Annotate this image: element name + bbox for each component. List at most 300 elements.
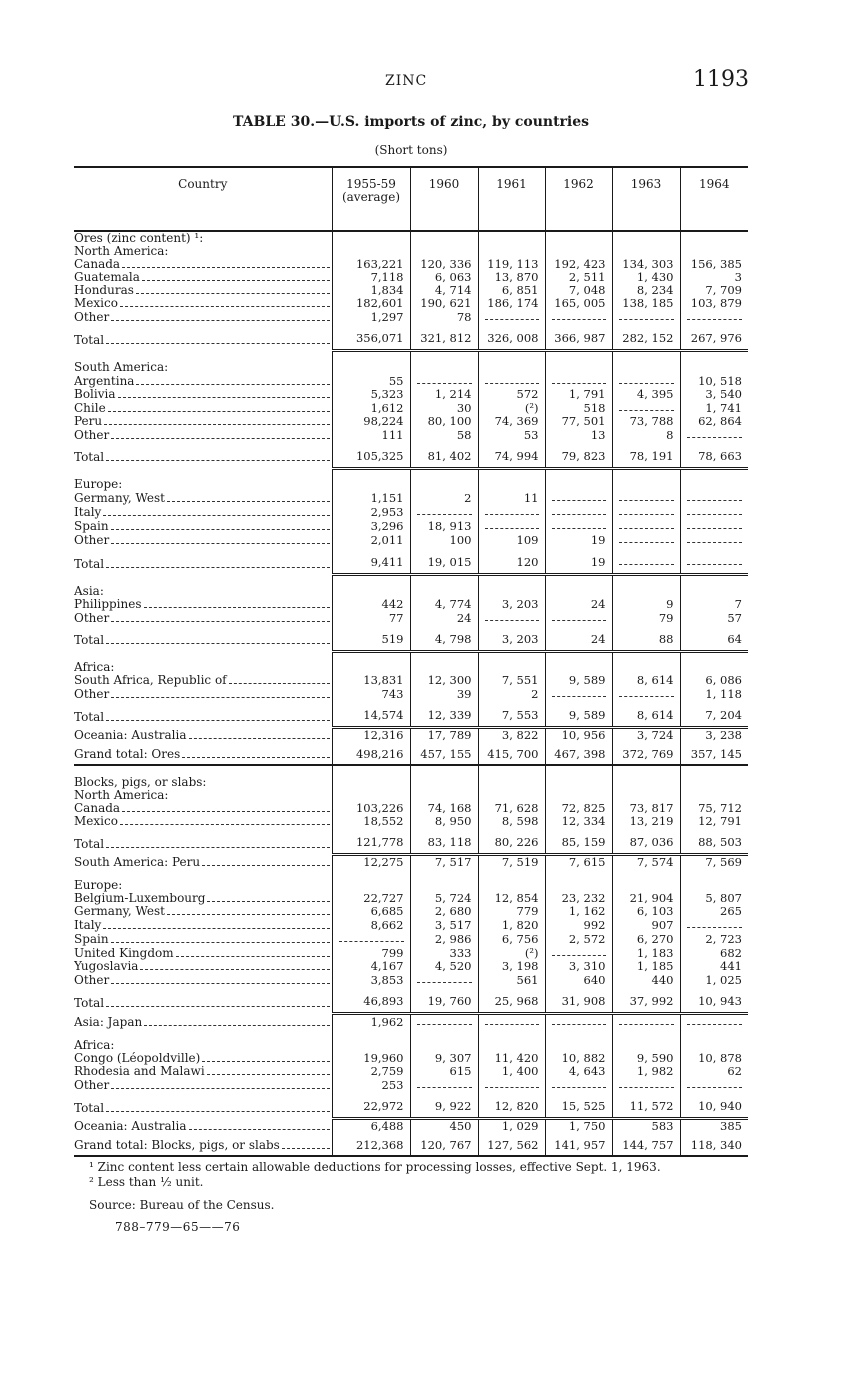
dash-placeholder bbox=[687, 1015, 743, 1025]
dot-leader bbox=[106, 1111, 329, 1112]
cell-value: 321, 812 bbox=[420, 331, 472, 345]
cell-value: 372, 769 bbox=[622, 747, 674, 761]
cell-value: 907 bbox=[651, 918, 674, 932]
row-label-text: Total bbox=[74, 633, 105, 647]
dash-placeholder bbox=[485, 374, 539, 384]
table-cell bbox=[410, 468, 478, 491]
cell-value: 24 bbox=[590, 631, 606, 646]
cell-value: 138, 185 bbox=[622, 296, 674, 310]
row-label-text: Canada bbox=[74, 802, 121, 815]
cell-value: 2,759 bbox=[370, 1064, 404, 1078]
table-cell bbox=[332, 828, 410, 855]
table-cell bbox=[680, 651, 748, 674]
cell-value: 9,411 bbox=[370, 555, 404, 569]
cell-value: 6,488 bbox=[370, 1119, 404, 1133]
table-body bbox=[74, 231, 748, 1156]
dash-placeholder bbox=[619, 687, 674, 697]
cell-value: 9, 307 bbox=[434, 1051, 472, 1065]
cell-value: 1, 183 bbox=[636, 946, 674, 960]
table-grand-total-row bbox=[74, 742, 748, 765]
cell-value: 19,960 bbox=[363, 1051, 404, 1065]
table-row bbox=[74, 428, 748, 442]
cell-value: 163,221 bbox=[355, 257, 404, 271]
cell-value: 15, 525 bbox=[561, 1099, 606, 1113]
row-label-text: Rhodesia and Malawi bbox=[74, 1065, 205, 1078]
row-label-text: Other bbox=[74, 533, 110, 547]
table-cell bbox=[612, 855, 680, 870]
table-cell bbox=[478, 1014, 545, 1030]
table-cell bbox=[332, 611, 410, 625]
table-cell bbox=[680, 815, 748, 828]
table-cell bbox=[680, 519, 748, 533]
table-cell bbox=[680, 1119, 748, 1134]
row-label bbox=[74, 728, 332, 743]
dash-placeholder bbox=[339, 932, 404, 942]
table-cell bbox=[410, 946, 478, 960]
table-cell bbox=[545, 855, 612, 870]
cell-value: 120, 767 bbox=[420, 1138, 472, 1152]
table-cell bbox=[478, 987, 545, 1014]
dot-leader bbox=[140, 969, 329, 970]
table-cell bbox=[545, 701, 612, 728]
table-cell bbox=[410, 547, 478, 575]
table-cell bbox=[478, 815, 545, 828]
table-cell bbox=[545, 533, 612, 547]
table-cell bbox=[478, 973, 545, 987]
cell-value: 4, 395 bbox=[636, 386, 674, 401]
table-cell bbox=[545, 1029, 612, 1052]
row-label bbox=[74, 765, 332, 789]
table-cell bbox=[680, 1078, 748, 1092]
table-cell bbox=[680, 442, 748, 469]
row-label bbox=[74, 802, 332, 815]
cell-value: 3, 203 bbox=[501, 631, 539, 646]
table-cell bbox=[612, 374, 680, 388]
table-cell bbox=[545, 1092, 612, 1119]
table-total-row bbox=[74, 987, 748, 1014]
table-cell bbox=[332, 742, 410, 765]
row-label-text: Bolivia bbox=[74, 387, 116, 401]
cell-value: 1, 400 bbox=[501, 1064, 539, 1078]
row-label bbox=[74, 1092, 332, 1119]
cell-value: 13,831 bbox=[363, 673, 404, 687]
table-cell bbox=[612, 742, 680, 765]
cell-value: 1, 741 bbox=[705, 400, 742, 415]
table-cell bbox=[478, 297, 545, 310]
row-label-text: South Africa, Republic of bbox=[74, 674, 227, 687]
row-label-text: Europe: bbox=[74, 878, 123, 892]
table-cell bbox=[680, 960, 748, 973]
cell-value: 2, 511 bbox=[568, 270, 606, 284]
running-title: ZINC bbox=[385, 73, 428, 89]
cell-value: 118, 340 bbox=[690, 1138, 742, 1152]
cell-value: 8, 614 bbox=[636, 673, 674, 687]
row-label bbox=[74, 284, 332, 297]
cell-value: 12, 300 bbox=[427, 673, 472, 687]
table-cell bbox=[612, 428, 680, 442]
dot-leader bbox=[202, 865, 329, 866]
table-cell bbox=[545, 869, 612, 892]
table-cell bbox=[478, 1092, 545, 1119]
cell-value: 46,893 bbox=[363, 994, 404, 1008]
cell-value: 5, 724 bbox=[434, 891, 472, 905]
cell-value: 10, 940 bbox=[698, 1099, 742, 1113]
cell-value: 1,612 bbox=[370, 400, 404, 415]
dash-placeholder bbox=[619, 519, 674, 529]
cell-value: 2, 986 bbox=[434, 932, 472, 946]
table-row bbox=[74, 297, 748, 310]
cell-value: 19 bbox=[590, 533, 606, 547]
row-label bbox=[74, 905, 332, 918]
cell-value: 442 bbox=[381, 596, 404, 611]
cell-value: 73, 817 bbox=[629, 801, 674, 815]
row-label-text: Mexico bbox=[74, 815, 118, 828]
cell-value: 7, 553 bbox=[501, 708, 539, 722]
cell-value: 127, 562 bbox=[487, 1138, 539, 1152]
table-cell bbox=[478, 442, 545, 469]
table-cell bbox=[478, 401, 545, 415]
table-cell bbox=[332, 324, 410, 351]
table-cell bbox=[545, 960, 612, 973]
table-cell bbox=[410, 674, 478, 687]
row-label-text: Grand total: Ores bbox=[74, 747, 181, 761]
table-row bbox=[74, 1119, 748, 1134]
table-cell bbox=[478, 765, 545, 789]
cell-value: 1, 162 bbox=[568, 904, 606, 918]
dash-placeholder bbox=[619, 401, 674, 411]
cell-value: 4, 520 bbox=[434, 959, 472, 973]
table-cell bbox=[680, 547, 748, 575]
dash-placeholder bbox=[687, 918, 743, 928]
table-cell bbox=[545, 598, 612, 611]
page-number: 1193 bbox=[693, 67, 749, 92]
cell-value: 4, 643 bbox=[568, 1064, 606, 1078]
table-cell bbox=[612, 987, 680, 1014]
dot-leader bbox=[111, 438, 329, 439]
table-cell bbox=[612, 946, 680, 960]
table-cell bbox=[680, 468, 748, 491]
table-cell bbox=[332, 728, 410, 743]
cell-value: 11, 420 bbox=[494, 1051, 539, 1065]
dash-placeholder bbox=[687, 505, 743, 515]
table-cell bbox=[680, 918, 748, 932]
dot-leader bbox=[111, 320, 329, 321]
table-cell bbox=[545, 442, 612, 469]
table-cell bbox=[410, 324, 478, 351]
table-cell bbox=[332, 401, 410, 415]
row-label-text: Argentina bbox=[74, 373, 135, 388]
cell-value: 4, 774 bbox=[434, 596, 472, 611]
cell-value: 265 bbox=[720, 904, 742, 918]
table-total-row bbox=[74, 442, 748, 469]
table-cell bbox=[478, 1133, 545, 1156]
table-cell bbox=[545, 1078, 612, 1092]
table-cell bbox=[680, 505, 748, 519]
row-label-text: Total bbox=[74, 836, 105, 851]
table-cell bbox=[680, 374, 748, 388]
table-cell bbox=[680, 869, 748, 892]
dash-placeholder bbox=[485, 519, 539, 529]
table-cell bbox=[478, 388, 545, 401]
table-cell bbox=[478, 374, 545, 388]
cell-value: 81, 402 bbox=[427, 448, 472, 463]
table-cell bbox=[612, 815, 680, 828]
table-cell bbox=[545, 611, 612, 625]
table-cell bbox=[612, 651, 680, 674]
dash-placeholder bbox=[485, 505, 539, 515]
dash-placeholder bbox=[619, 374, 674, 384]
table-cell bbox=[332, 533, 410, 547]
row-label bbox=[74, 1078, 332, 1092]
table-cell bbox=[410, 1119, 478, 1134]
cell-value: 23, 232 bbox=[561, 891, 606, 905]
row-label-text: Total bbox=[74, 450, 105, 464]
row-label-text: Total bbox=[74, 332, 105, 347]
table-cell bbox=[332, 625, 410, 652]
table-cell bbox=[680, 401, 748, 415]
row-label bbox=[74, 651, 332, 674]
cell-value: 17, 789 bbox=[427, 728, 472, 742]
dash-placeholder bbox=[687, 555, 743, 565]
table-cell bbox=[332, 701, 410, 728]
table-cell bbox=[410, 765, 478, 789]
cell-value: 12, 820 bbox=[494, 1099, 539, 1113]
table-cell bbox=[478, 231, 545, 245]
cell-value: 7, 519 bbox=[501, 855, 539, 869]
table-title: TABLE 30.—U.S. imports of zinc, by countries bbox=[232, 114, 590, 130]
table-cell bbox=[680, 742, 748, 765]
dash-placeholder bbox=[552, 374, 606, 384]
row-label bbox=[74, 789, 332, 802]
row-label-text: Honduras bbox=[74, 284, 134, 297]
table-row bbox=[74, 1078, 748, 1092]
dash-placeholder bbox=[619, 310, 674, 320]
cell-value: 3, 540 bbox=[705, 386, 742, 401]
table-cell bbox=[612, 547, 680, 575]
row-label-text: Italy bbox=[74, 918, 102, 932]
cell-value: 467, 398 bbox=[554, 747, 606, 761]
table-cell bbox=[478, 324, 545, 351]
cell-value: 74, 369 bbox=[494, 413, 539, 428]
dot-leader bbox=[111, 983, 329, 984]
table-cell bbox=[478, 310, 545, 324]
row-label-text: Belgium-Luxembourg bbox=[74, 892, 206, 905]
row-label-text: Other bbox=[74, 1078, 110, 1092]
cell-value: 7, 569 bbox=[705, 855, 742, 869]
table-row bbox=[74, 491, 748, 505]
cell-value: 13, 870 bbox=[494, 270, 539, 284]
cell-value: 3,296 bbox=[370, 519, 404, 533]
table-section-heading bbox=[74, 231, 748, 245]
dot-leader bbox=[120, 824, 330, 825]
table-cell bbox=[478, 932, 545, 946]
table-cell bbox=[410, 374, 478, 388]
table-cell bbox=[545, 765, 612, 789]
table-cell bbox=[332, 765, 410, 789]
table-row bbox=[74, 960, 748, 973]
table-cell bbox=[680, 297, 748, 310]
table-cell bbox=[478, 533, 545, 547]
cell-value: 11 bbox=[523, 491, 539, 505]
cell-value: 333 bbox=[449, 946, 472, 960]
dot-leader bbox=[182, 757, 329, 758]
cell-value: 62 bbox=[727, 1064, 742, 1078]
cell-value: 7, 048 bbox=[568, 283, 606, 297]
cell-value: 1, 025 bbox=[705, 973, 742, 987]
row-label bbox=[74, 815, 332, 828]
row-label-text: North America: bbox=[74, 789, 169, 802]
row-label-text: Oceania: Australia bbox=[74, 728, 187, 742]
table-cell bbox=[545, 351, 612, 374]
row-label bbox=[74, 742, 332, 765]
table-cell bbox=[680, 1133, 748, 1156]
table-cell bbox=[478, 468, 545, 491]
dash-placeholder bbox=[552, 519, 606, 529]
table-row bbox=[74, 946, 748, 960]
row-label-text: Africa: bbox=[74, 1038, 115, 1052]
table-cell bbox=[478, 611, 545, 625]
table-cell bbox=[612, 625, 680, 652]
row-label-text: Germany, West bbox=[74, 491, 165, 505]
dot-leader bbox=[106, 567, 329, 568]
cell-value: 267, 976 bbox=[690, 331, 742, 345]
row-label bbox=[74, 297, 332, 310]
cell-value: 1,297 bbox=[370, 310, 404, 324]
cell-value: 572 bbox=[516, 386, 539, 401]
table-cell bbox=[545, 491, 612, 505]
table-cell bbox=[410, 351, 478, 374]
dot-leader bbox=[167, 914, 330, 915]
table-cell bbox=[545, 932, 612, 946]
table-cell bbox=[680, 611, 748, 625]
cell-value: 212,368 bbox=[355, 1138, 404, 1152]
dot-leader bbox=[111, 942, 330, 943]
dot-leader bbox=[106, 460, 329, 461]
dot-leader bbox=[122, 267, 329, 268]
table-cell bbox=[410, 742, 478, 765]
cell-value: 11, 572 bbox=[629, 1099, 674, 1113]
row-label-text: Germany, West bbox=[74, 905, 165, 918]
cell-value: (²) bbox=[524, 946, 539, 960]
table-cell bbox=[545, 742, 612, 765]
table-total-row bbox=[74, 1092, 748, 1119]
cell-value: 10, 943 bbox=[698, 994, 742, 1008]
table-cell bbox=[332, 442, 410, 469]
cell-value: 39 bbox=[456, 687, 472, 701]
table-subtitle: (Short tons) bbox=[374, 143, 448, 157]
cell-value: 18,552 bbox=[363, 814, 404, 828]
cell-value: 12,275 bbox=[363, 855, 404, 869]
table-section-heading bbox=[74, 651, 748, 674]
table-cell bbox=[680, 932, 748, 946]
cell-value: 12, 339 bbox=[427, 708, 472, 722]
table-total-row bbox=[74, 625, 748, 652]
cell-value: 282, 152 bbox=[622, 331, 674, 345]
table-cell bbox=[410, 388, 478, 401]
row-label-text: Total bbox=[74, 556, 105, 571]
table-cell bbox=[545, 547, 612, 575]
cell-value: 83, 118 bbox=[427, 835, 472, 849]
table-cell bbox=[332, 428, 410, 442]
dash-placeholder bbox=[619, 1015, 674, 1025]
cell-value: 5, 807 bbox=[705, 891, 742, 905]
dash-placeholder bbox=[619, 555, 674, 565]
cell-value: 518 bbox=[583, 400, 606, 415]
row-label bbox=[74, 932, 332, 946]
dash-placeholder bbox=[687, 491, 743, 501]
table-cell bbox=[332, 388, 410, 401]
cell-value: 326, 008 bbox=[487, 331, 539, 345]
table-section-heading bbox=[74, 468, 748, 491]
table-cell bbox=[680, 1029, 748, 1052]
column-header: 1962 bbox=[545, 167, 612, 231]
cell-value: 799 bbox=[381, 946, 404, 960]
cell-value: 8, 950 bbox=[434, 814, 472, 828]
cell-value: 10, 882 bbox=[561, 1051, 606, 1065]
table-cell bbox=[478, 674, 545, 687]
dash-placeholder bbox=[417, 1015, 472, 1025]
table-cell bbox=[478, 701, 545, 728]
cell-value: 9, 922 bbox=[434, 1099, 472, 1113]
dot-leader bbox=[120, 306, 330, 307]
table-cell bbox=[332, 651, 410, 674]
table-cell bbox=[332, 491, 410, 505]
cell-value: 743 bbox=[381, 687, 404, 701]
table-cell bbox=[478, 625, 545, 652]
dot-leader bbox=[176, 956, 330, 957]
table-cell bbox=[410, 519, 478, 533]
cell-value: 8, 234 bbox=[636, 283, 674, 297]
cell-value: 85, 159 bbox=[561, 835, 606, 849]
table-cell bbox=[478, 351, 545, 374]
cell-value: 3, 822 bbox=[501, 728, 539, 742]
dash-placeholder bbox=[552, 310, 606, 320]
table-row bbox=[74, 611, 748, 625]
cell-value: 8, 598 bbox=[501, 814, 539, 828]
table-row bbox=[74, 728, 748, 743]
table-cell bbox=[410, 918, 478, 932]
table-cell bbox=[612, 1065, 680, 1078]
table-cell bbox=[478, 651, 545, 674]
table-cell bbox=[478, 598, 545, 611]
table-cell bbox=[410, 973, 478, 987]
cell-value: 192, 423 bbox=[554, 257, 606, 271]
table-cell bbox=[680, 946, 748, 960]
table-cell bbox=[612, 1133, 680, 1156]
row-label bbox=[74, 1029, 332, 1052]
table-cell bbox=[612, 598, 680, 611]
cell-value: 3, 203 bbox=[501, 596, 539, 611]
table-cell bbox=[612, 491, 680, 505]
table-cell bbox=[680, 575, 748, 598]
table-row bbox=[74, 918, 748, 932]
table-cell bbox=[545, 905, 612, 918]
table-cell bbox=[332, 960, 410, 973]
dot-leader bbox=[118, 397, 330, 398]
table-cell bbox=[545, 728, 612, 743]
table-cell bbox=[410, 869, 478, 892]
table-cell bbox=[410, 442, 478, 469]
table-section-heading bbox=[74, 869, 748, 892]
table-cell bbox=[545, 388, 612, 401]
table-cell bbox=[410, 611, 478, 625]
table-cell bbox=[410, 987, 478, 1014]
table-cell bbox=[332, 946, 410, 960]
table-cell bbox=[680, 973, 748, 987]
table-section-heading bbox=[74, 765, 748, 789]
table-cell bbox=[410, 1092, 478, 1119]
cell-value: 2, 680 bbox=[434, 904, 472, 918]
